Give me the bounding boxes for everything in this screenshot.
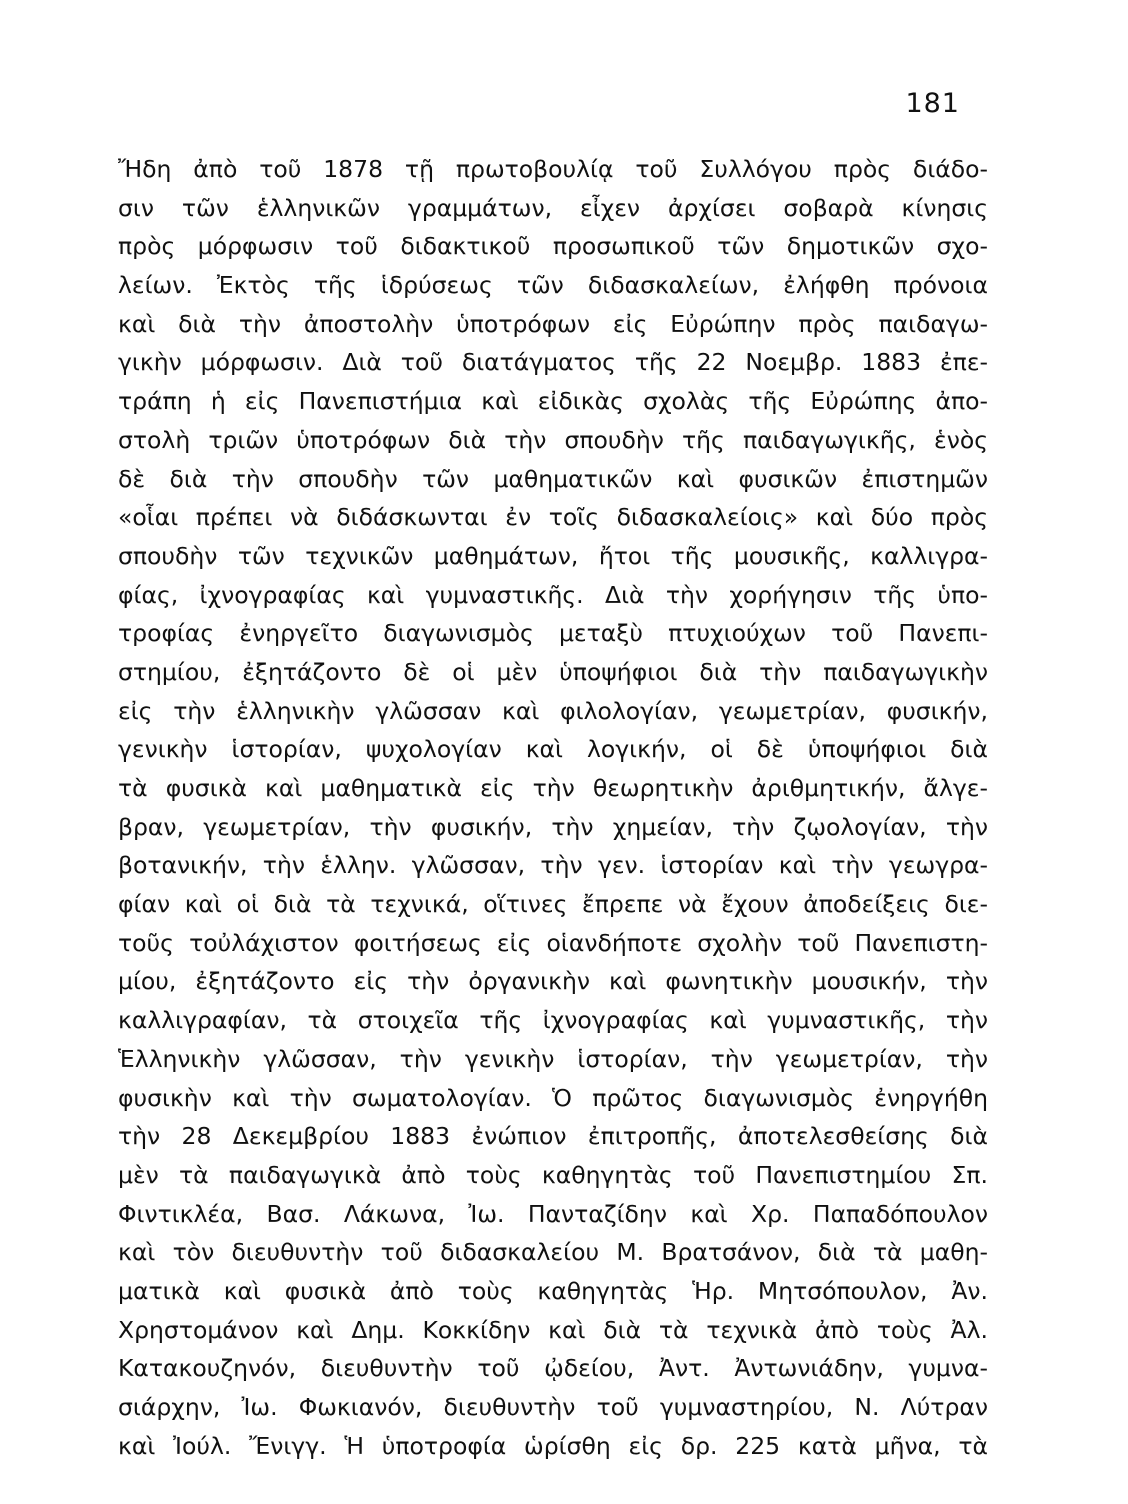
text-line-16: γενικὴν ἱστορίαν, ψυχολογίαν καὶ λογικήν, οἱ δὲ ὑποψήφιοι διὰ [118,735,988,764]
text-line-31: Χρηστομάνον καὶ Δημ. Κοκκίδην καὶ διὰ τὰ τεχνικὰ ἀπὸ τοὺς Ἀλ. [118,1315,988,1344]
text-line-17: τὰ φυσικὰ καὶ μαθηματικὰ εἰς τὴν θεωρητικὴν ἀριθμητικήν, ἄλγε- [118,774,988,802]
text-line-35 [118,1465,988,1504]
text-line-29: καὶ τὸν διευθυντὴν τοῦ διδασκαλείου Μ. Βρατσάνον, διὰ τὰ μαθη- [118,1238,988,1267]
text-line-7: τράπη ἡ εἰς Πανεπιστήμια καὶ εἰδικὰς σχολὰς τῆς Εὐρώπης ἀπο- [118,387,988,416]
text-line-3: πρὸς μόρφωσιν τοῦ διδακτικοῦ προσωπικοῦ τῶν δημοτικῶν σχο- [118,232,988,261]
page-number: 181 [905,88,960,119]
text-line-1: Ἤδη ἀπὸ τοῦ 1878 τῇ πρωτοβουλίᾳ τοῦ Συλλόγου πρὸς διάδο- [118,155,988,183]
text-line-32: Κατακουζηνόν, διευθυντὴν τοῦ ᾠδείου, Ἀντ. Ἀντωνιάδην, γυμνα- [118,1354,988,1383]
text-line-15: εἰς τὴν ἑλληνικὴν γλῶσσαν καὶ φιλολογίαν, γεωμετρίαν, φυσικήν, [118,696,988,725]
text-line-30: ματικὰ καὶ φυσικὰ ἀπὸ τοὺς καθηγητὰς Ἡρ. Μητσόπουλον, Ἀν. [118,1276,988,1305]
text-line-5: καὶ διὰ τὴν ἀποστολὴν ὑποτρόφων εἰς Εὐρώπην πρὸς παιδαγω- [118,309,988,338]
text-line-24: Ἑλληνικὴν γλῶσσαν, τὴν γενικὴν ἱστορίαν, τὴν γεωμετρίαν, τὴν [118,1044,988,1073]
text-line-23: καλλιγραφίαν, τὰ στοιχεῖα τῆς ἰχνογραφίας καὶ γυμναστικῆς, τὴν [118,1006,988,1035]
text-line-22: μίου, ἐξητάζοντο εἰς τὴν ὀργανικὴν καὶ φωνητικὴν μουσικήν, τὴν [118,967,988,996]
text-line-26: τὴν 28 Δεκεμβρίου 1883 ἐνώπιον ἐπιτροπῆς, ἀποτελεσθείσης διὰ [118,1122,988,1151]
text-line-34: καὶ Ἰούλ. Ἔνιγγ. Ἡ ὑποτροφία ὡρίσθη εἰς δρ. 225 κατὰ μῆνα, τὰ [118,1431,988,1460]
text-line-19: βοτανικήν, τὴν ἑλλην. γλῶσσαν, τὴν γεν. ἱστορίαν καὶ τὴν γεωγρα- [118,851,988,880]
text-line-33: σιάρχην, Ἰω. Φωκιανόν, διευθυντὴν τοῦ γυμναστηρίου, Ν. Λύτραν [118,1393,988,1421]
text-line-18: βραν, γεωμετρίαν, τὴν φυσικήν, τὴν χημείαν, τὴν ζῳολογίαν, τὴν [118,812,988,841]
text-line-10: «οἷαι πρέπει νὰ διδάσκωνται ἐν τοῖς διδασκαλείοις» καὶ δύο πρὸς [118,503,988,532]
text-line-14: στημίου, ἐξητάζοντο δὲ οἱ μὲν ὑποψήφιοι διὰ τὴν παιδαγωγικὴν [118,657,988,686]
text-line-8: στολὴ τριῶν ὑποτρόφων διὰ τὴν σπουδὴν τῆς παιδαγωγικῆς, ἑνὸς [118,425,988,454]
text-line-27: μὲν τὰ παιδαγωγικὰ ἀπὸ τοὺς καθηγητὰς τοῦ Πανεπιστημίου Σπ. [118,1160,988,1189]
text-line-2: σιν τῶν ἑλληνικῶν γραμμάτων, εἶχεν ἀρχίσει σοβαρὰ κίνησις [118,193,988,222]
text-line-13: τροφίας ἐνηργεῖτο διαγωνισμὸς μεταξὺ πτυχιούχων τοῦ Πανεπι- [118,619,988,648]
text-line-4: λείων. Ἐκτὸς τῆς ἱδρύσεως τῶν διδασκαλείων, ἐλήφθη πρόνοια [118,271,988,300]
body-text [118,150,988,1504]
text-line-28: Φιντικλέα, Βασ. Λάκωνα, Ἰω. Πανταζίδην καὶ Χρ. Παπαδόπουλον [118,1199,988,1228]
text-line-12: φίας, ἰχνογραφίας καὶ γυμναστικῆς. Διὰ τὴν χορήγησιν τῆς ὑπο- [118,580,988,609]
text-line-21: τοῦς τοὐλάχιστον φοιτήσεως εἰς οἱανδήποτε σχολὴν τοῦ Πανεπιστη- [118,928,988,957]
text-line-20: φίαν καὶ οἱ διὰ τὰ τεχνικά, οἵτινες ἔπρεπε νὰ ἔχουν ἀποδείξεις διε- [118,890,988,919]
text-line-9: δὲ διὰ τὴν σπουδὴν τῶν μαθηματικῶν καὶ φυσικῶν ἐπιστημῶν [118,464,988,493]
text-line-6: γικὴν μόρφωσιν. Διὰ τοῦ διατάγματος τῆς 22 Νοεμβρ. 1883 ἐπε- [118,348,988,377]
text-line-11: σπουδὴν τῶν τεχνικῶν μαθημάτων, ἤτοι τῆς μουσικῆς, καλλιγρα- [118,541,988,570]
text-line-25: φυσικὴν καὶ τὴν σωματολογίαν. Ὁ πρῶτος διαγωνισμὸς ἐνηργήθη [118,1083,988,1112]
